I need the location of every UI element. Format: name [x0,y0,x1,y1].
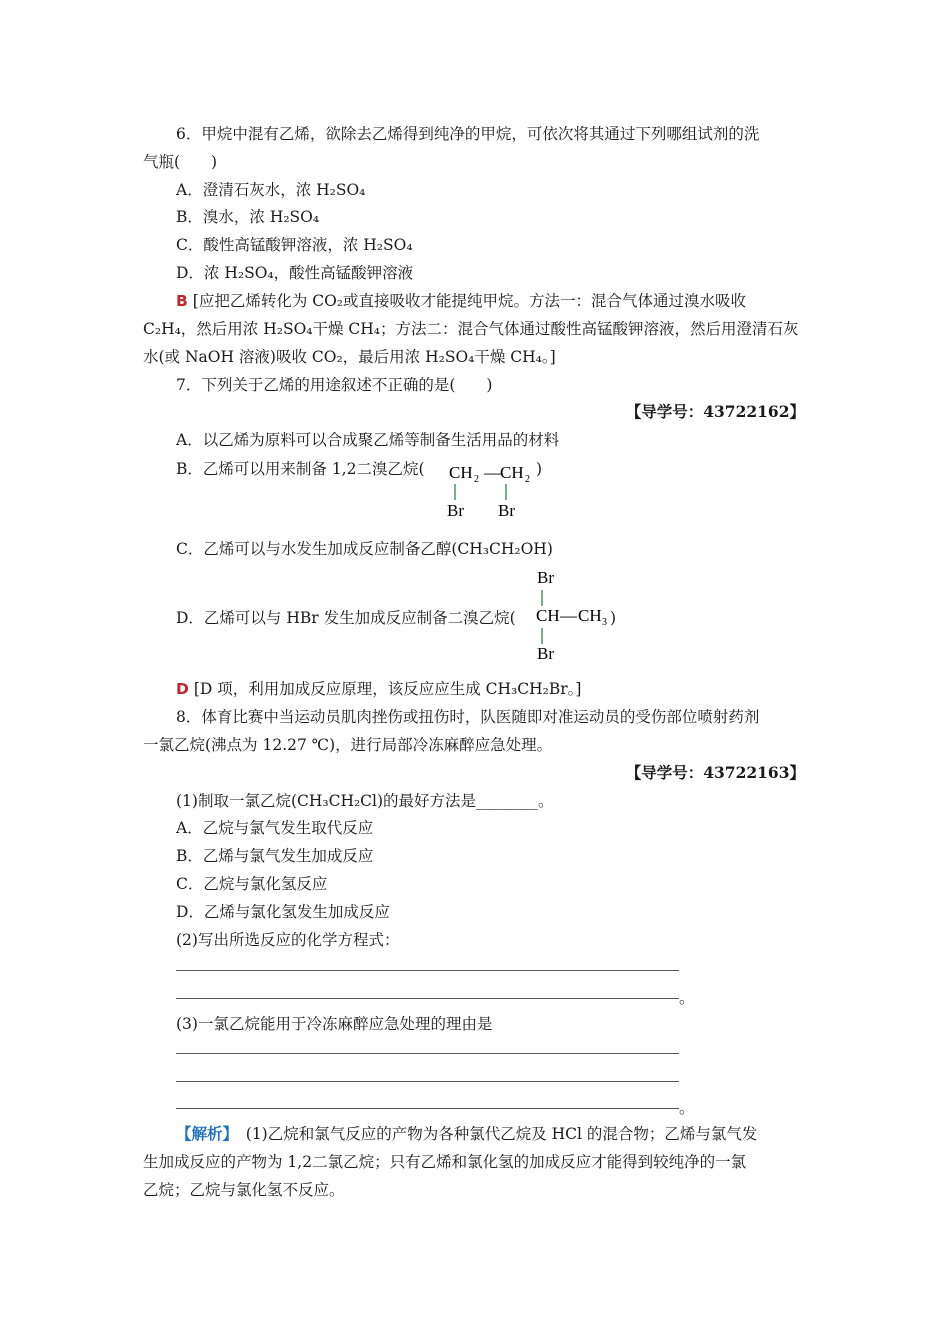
analysis-label: 【解析】 [176,1125,231,1143]
q8-option-b: B．乙烯与氯气发生加成反应 [176,847,374,865]
formula-d-bond: — [560,606,577,625]
period-mark: 。 [679,1099,695,1117]
q6-explanation-text: [应把乙烯转化为 CO₂或直接吸收才能提纯甲烷。方法一：混合气体通过溴水吸收 [192,292,747,310]
q7-option-d [176,608,516,628]
formula-b-br2: Br [498,501,515,520]
formula-d-right-ch: CH [578,606,602,625]
answer-blank-line [176,1081,679,1082]
q7-option-c: C．乙烯可以与水发生加成反应制备乙醇(CH₃CH₂OH) [176,540,553,558]
q7-option-a: A．以乙烯为原料可以合成聚乙烯等制备生活用品的材料 [176,431,560,449]
q8-option-a: A．乙烷与氯气发生取代反应 [176,819,374,837]
q6-option-d: D．浓 H₂SO₄，酸性高锰酸钾溶液 [176,264,414,282]
formula-b-left-sub: 2 [474,474,479,485]
formula-b-bond: — [484,463,501,482]
q8-part3: (3)一氯乙烷能用于冷冻麻醉应急处理的理由是 [176,1015,493,1033]
q8-stem-line2: 一氯乙烷(沸点为 12.27 ℃)，进行局部冷冻麻醉应急处理。 [143,736,553,754]
analysis-text: (1)乙烷和氯气反应的产物为各种氯代乙烷及 HCl 的混合物；乙烯与氯气发 [230,1125,758,1143]
formula-d-top-br: Br [537,568,554,587]
q8-analysis-line3: 乙烷；乙烷与氯化氢不反应。 [143,1181,345,1199]
q8-guide-number: 【导学号：43722163】 [625,763,805,782]
q6-answer-letter: B [176,292,188,310]
q8-analysis-line1 [176,1124,757,1144]
formula-b-right-sub: 2 [525,474,530,485]
formula-d-right-sub: 3 [602,617,607,628]
formula-d-bottom-br: Br [537,644,554,662]
q8-part2: (2)写出所选反应的化学方程式： [176,931,400,949]
answer-blank-line [176,998,679,999]
answer-blank-line [176,1053,679,1054]
answer-blank-line [176,1108,679,1109]
q6-option-b: B．溴水，浓 H₂SO₄ [176,208,320,226]
q8-stem-line1: 8．体育比赛中当运动员肌肉挫伤或扭伤时，队医随即对准运动员的受伤部位喷射药剂 [176,708,760,726]
q8-option-c: C．乙烷与氯化氢反应 [176,875,328,893]
q7-option-d-text: D．乙烯可以与 HBr 发生加成反应制备二溴乙烷( [176,609,516,627]
formula-d-center-ch: CH [536,606,560,625]
q6-explanation-line3: 水(或 NaOH 溶液)吸收 CO₂，最后用浓 H₂SO₄干燥 CH₄。] [143,348,556,366]
q7-option-b [176,459,425,479]
q8-analysis-line2: 生加成反应的产物为 1,2二氯乙烷；只有乙烯和氯化氢的加成反应才能得到较纯净的一氯 [143,1153,747,1171]
q6-option-c: C．酸性高锰酸钾溶液，浓 H₂SO₄ [176,236,413,254]
q6-explanation-line1 [176,291,746,311]
q7-option-b-close: ) [536,460,543,478]
formula-b-left-ch: CH [449,463,473,482]
q7-guide-number: 【导学号：43722162】 [625,402,805,421]
q8-option-d: D．乙烯与氯化氢发生加成反应 [176,903,390,921]
period-mark: 。 [679,989,695,1007]
q7-explanation [176,679,581,699]
q6-option-a: A．澄清石灰水，浓 H₂SO₄ [176,181,366,199]
q8-part1: (1)制取一氯乙烷(CH₃CH₂Cl)的最好方法是________。 [176,792,554,810]
q7-stem: 7．下列关于乙烯的用途叙述不正确的是( ) [176,376,493,394]
formula-b-br1: Br [447,501,464,520]
q7-option-b-text: B．乙烯可以用来制备 1,2二溴乙烷( [176,460,425,478]
q6-explanation-line2: C₂H₄，然后用浓 H₂SO₄干燥 CH₄；方法二：混合气体通过酸性高锰酸钾溶液，然后用澄清石灰 [143,320,799,338]
q6-stem-line2: 气瓶( ) [143,153,218,171]
formula-b-right-ch: CH [500,463,524,482]
q7-formula-dibromoethane [440,458,550,522]
q6-stem-line1: 6．甲烷中混有乙烯，欲除去乙烯得到纯净的甲烷，可依次将其通过下列哪组试剂的洗 [176,125,760,143]
q7-option-d-close: ) [610,609,617,627]
q7-explanation-text: [D 项，利用加成反应原理，该反应应生成 CH₃CH₂Br。] [193,680,582,698]
answer-blank-line [176,970,679,971]
q7-answer-letter: D [176,680,189,698]
